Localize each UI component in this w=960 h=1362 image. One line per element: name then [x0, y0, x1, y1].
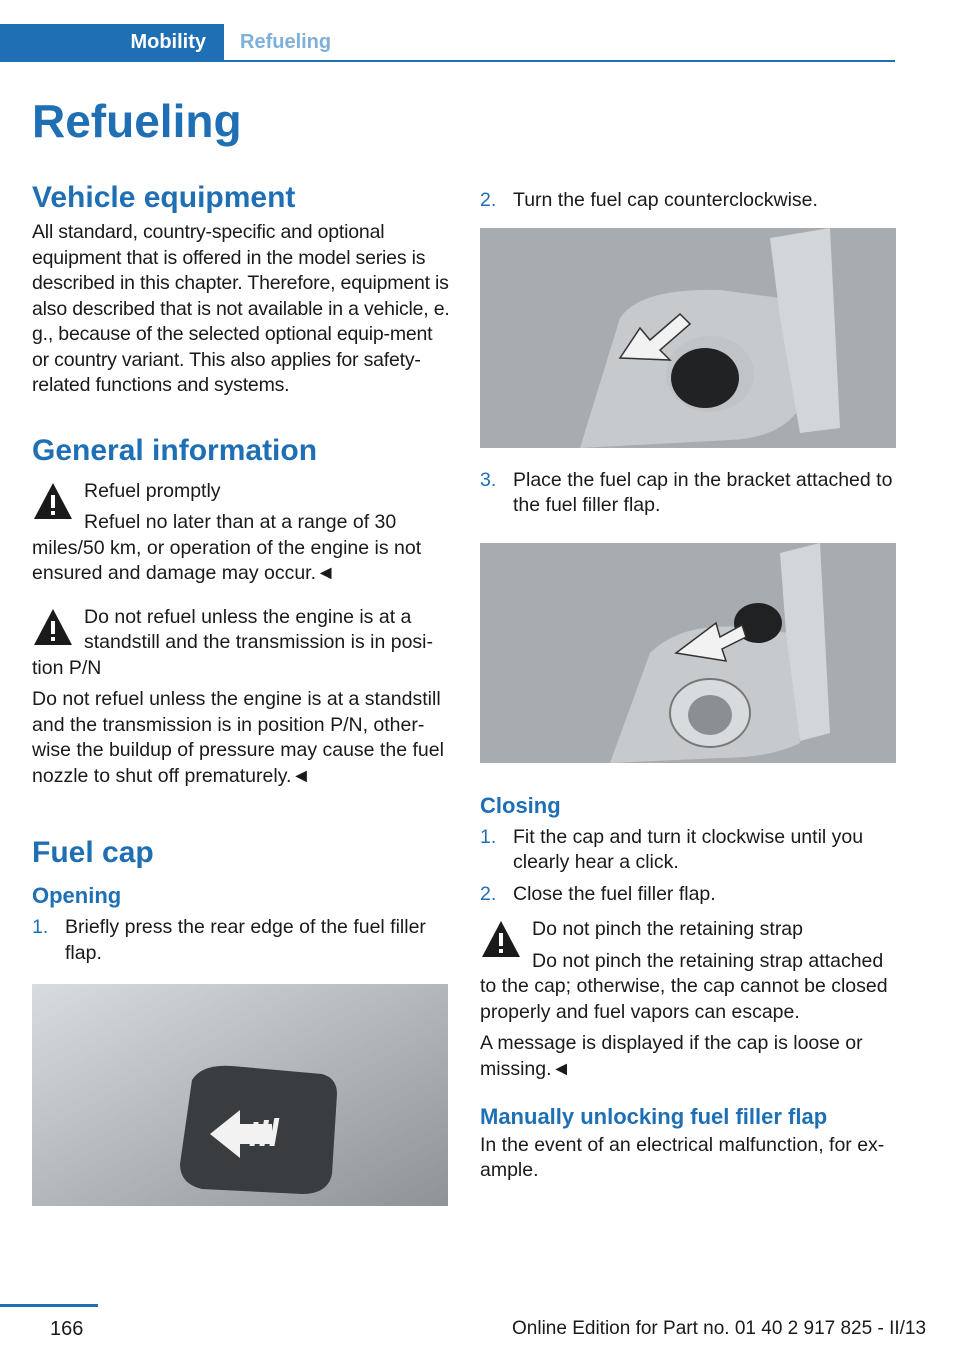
page-number: 166: [50, 1318, 84, 1340]
edition-note: Online Edition for Part no. 01 40 2 917 825 - II/13: [512, 1318, 927, 1339]
warning-body: Refuel no later than at a range of 30 miles/50 km, or operation of the engine is not ensured and damage may occur.◄: [32, 511, 422, 584]
warning-icon: [32, 481, 74, 521]
warning-title: Do not refuel unless the engine is at a standstill and the transmission is in posi-tion P/N: [32, 605, 433, 679]
vehicle-equipment-heading: Vehicle equipment: [32, 181, 296, 214]
step-text: Briefly press the rear edge of the fuel filler flap.: [65, 916, 426, 964]
opening-heading: Opening: [32, 883, 122, 908]
fuel-cap-bracket-image: [480, 543, 896, 763]
step-text: Close the fuel filler flap.: [513, 882, 716, 905]
left-column: [32, 180, 450, 1206]
warning-retaining-strap: [480, 917, 898, 1082]
manual-unlock-heading: Manually unlocking fuel filler flap: [480, 1104, 828, 1130]
fuel-flap-press-image: [32, 984, 448, 1206]
warning-refuel-promptly: [32, 479, 450, 587]
warning-title: Refuel promptly: [84, 479, 221, 502]
general-information-heading: General information: [32, 433, 318, 467]
list-item: [480, 468, 898, 519]
header-bar: [0, 24, 895, 62]
step-text: Turn the fuel cap counterclockwise.: [513, 189, 818, 211]
warning-engine-standstill: [32, 605, 450, 790]
warning-note: A message is displayed if the cap is loose or missing.◄: [480, 1032, 863, 1080]
step-text: Place the fuel cap in the bracket attached to the fuel filler flap.: [513, 468, 893, 516]
fuel-cap-heading: Fuel cap: [32, 836, 154, 869]
tab-mobility[interactable]: Mobility: [0, 24, 224, 60]
manual-unlock-body: In the event of an electrical malfunction, for ex-ample.: [480, 1133, 885, 1182]
vehicle-equipment-body: All standard, country-specific and optional equipment that is offered in the model series is described in this chapter. Therefore, equipment is also described that is not available in a vehicle, e. g., because of the selected optional equip-ment or country variant. This also applies for safety-related functions and systems.: [32, 221, 450, 396]
step-number: 1.: [32, 916, 49, 939]
closing-heading: Closing: [480, 792, 561, 818]
list-item: [480, 188, 898, 214]
warning-body: Do not pinch the retaining strap attached to the cap; otherwise, the cap cannot be closed properly and fuel vapors can escape.: [480, 949, 888, 1023]
warning-body: Do not refuel unless the engine is at a standstill and the transmission is in position P/N, other-wise the buildup of pressure may cause the fuel nozzle to shut off prematurely.◄: [32, 688, 444, 787]
page-title: Refueling: [32, 95, 242, 147]
list-item: [480, 882, 898, 908]
list-item: [32, 915, 450, 966]
fuel-cap-illustration: [480, 228, 896, 448]
right-column: [480, 180, 898, 1184]
step-number: 3.: [480, 468, 497, 491]
step-number: 1.: [480, 825, 497, 848]
step-number: 2.: [480, 189, 497, 211]
warning-icon: [32, 607, 74, 647]
list-item: [480, 825, 898, 876]
footer-rule: [0, 1304, 98, 1307]
warning-icon: [480, 919, 522, 959]
fuel-cap-bracket-illustration: [480, 543, 896, 763]
fuel-cap-turn-image: [480, 228, 896, 448]
warning-title: Do not pinch the retaining strap: [532, 918, 804, 941]
fuel-flap-illustration: [32, 984, 448, 1206]
tab-refueling[interactable]: Refueling: [240, 30, 332, 53]
step-text: Fit the cap and turn it clockwise until you clearly hear a click.: [513, 825, 864, 874]
step-number: 2.: [480, 882, 497, 905]
